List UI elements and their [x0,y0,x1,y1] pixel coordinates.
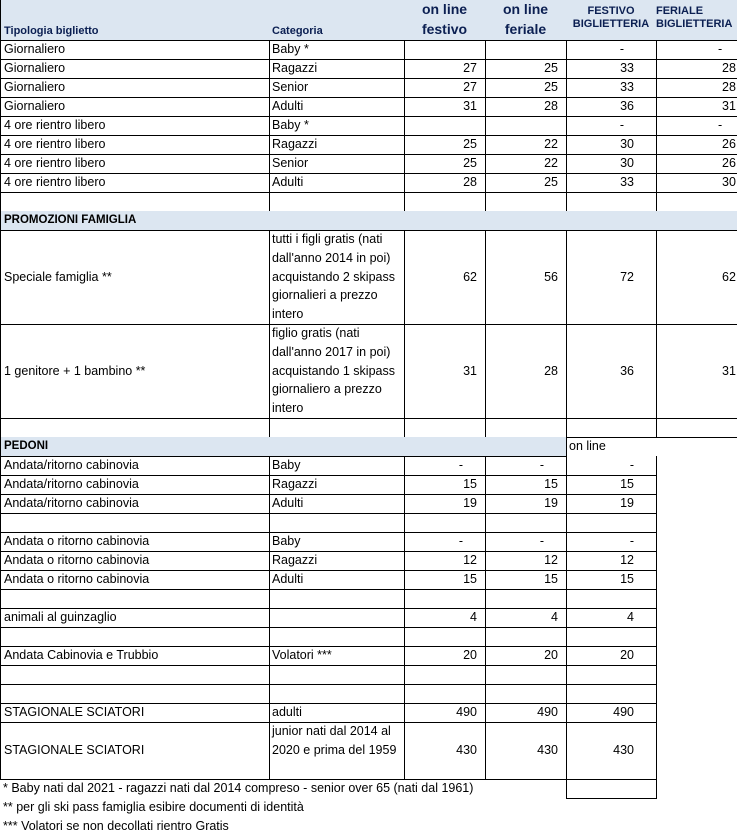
promo-title-cell [485,211,567,231]
price-festivo-biglietteria: 30 [566,135,657,155]
empty-cell [485,192,567,212]
price-festivo-biglietteria: 33 [566,59,657,79]
ticket-type: Giornaliero [0,59,270,79]
promo-festivo-biglietteria: 36 [566,324,657,419]
pedoni-type: Andata o ritorno cabinovia [0,551,270,571]
ticket-type: 4 ore rientro libero [0,116,270,136]
empty-cell [269,513,405,533]
empty-cell [566,779,657,799]
ticket-category: Ragazzi [269,59,405,79]
price-online-feriale: 25 [485,173,567,193]
pedoni-price-c: 15 [566,475,657,495]
price-online-feriale: 22 [485,154,567,174]
empty-cell [485,513,567,533]
empty-cell [269,684,405,704]
price-feriale-biglietteria: 26 [656,154,737,174]
pedoni-price-c: 20 [566,646,657,666]
empty-cell [0,627,270,647]
price-online-festivo: 25 [404,154,486,174]
pedoni-type: Andata/ritorno cabinovia [0,494,270,514]
footnote: *** Volatori se non decollati rientro Gratis [3,819,229,833]
header-feriale-biglietteria-line: FERIALE [656,5,704,17]
empty-cell [566,589,657,609]
pedoni-price-b: 4 [485,608,567,628]
empty-cell [0,589,270,609]
empty-cell [404,513,486,533]
pedoni-type: STAGIONALE SCIATORI [0,703,270,723]
empty-cell [269,627,405,647]
empty-cell [566,513,657,533]
empty-cell [566,665,657,685]
ticket-type: 4 ore rientro libero [0,154,270,174]
promo-online-feriale: 28 [485,324,567,419]
empty-cell [269,192,405,212]
ticket-category: Senior [269,78,405,98]
pedoni-title-cell [485,437,567,457]
price-festivo-biglietteria: - [566,116,657,136]
empty-cell [485,418,567,438]
pedoni-price-c: - [566,532,657,552]
header-feriale-biglietteria [656,0,737,41]
pedoni-type: Andata Cabinovia e Trubbio [0,646,270,666]
empty-cell [269,589,405,609]
price-festivo-biglietteria: 33 [566,78,657,98]
promo-description: figlio gratis (nati dall'anno 2017 in poi) acquistando 1 skipass giornaliero a prezzo intero [269,324,405,419]
pedoni-title-cell [404,437,486,457]
price-online-feriale: 25 [485,59,567,79]
ticket-type: Giornaliero [0,78,270,98]
empty-cell [485,665,567,685]
pedoni-price-a: 15 [404,570,486,590]
empty-cell [404,665,486,685]
price-online-festivo: 28 [404,173,486,193]
pedoni-type: Andata/ritorno cabinovia [0,456,270,476]
pedoni-category: adulti [269,703,405,723]
footnote: ** per gli ski pass famiglia esibire documenti di identità [3,800,304,814]
empty-cell [485,589,567,609]
pedoni-category [269,608,405,628]
pedoni-online-label: on line [569,439,606,453]
pedoni-price-c: 430 [566,722,657,780]
header-online-feriale [485,0,567,41]
pedoni-category: Baby [269,532,405,552]
promo-type: 1 genitore + 1 bambino ** [0,324,270,419]
pedoni-category: junior nati dal 2014 al 2020 e prima del 1959 [269,722,405,780]
price-online-feriale: 25 [485,78,567,98]
header-online-festivo-line: on line [421,1,468,17]
promo-title: PROMOZIONI FAMIGLIA [0,211,270,231]
pedoni-category: Ragazzi [269,551,405,571]
promo-online-festivo: 62 [404,230,486,325]
ticket-category: Baby * [269,40,405,60]
pedoni-title-cell [269,437,405,457]
pedoni-category: Volatori *** [269,646,405,666]
empty-cell [656,418,737,438]
pedoni-type: Andata/ritorno cabinovia [0,475,270,495]
header-online-feriale-line: on line [502,1,549,17]
promo-online-festivo: 31 [404,324,486,419]
price-feriale-biglietteria: 26 [656,135,737,155]
empty-cell [566,684,657,704]
promo-feriale-biglietteria: 62 [656,230,737,325]
empty-cell [485,627,567,647]
price-festivo-biglietteria: - [566,40,657,60]
price-festivo-biglietteria: 36 [566,97,657,117]
empty-cell [404,192,486,212]
pedoni-category: Adulti [269,494,405,514]
promo-online-feriale: 56 [485,230,567,325]
footnote: * Baby nati dal 2021 - ragazzi nati dal 2014 compreso - senior over 65 (nati dal 1961) [3,781,474,795]
pedoni-price-a: 15 [404,475,486,495]
pedoni-price-b: 430 [485,722,567,780]
promo-feriale-biglietteria: 31 [656,324,737,419]
promo-description: tutti i figli gratis (nati dall'anno 2014 in poi) acquistando 2 skipass giornalieri a prezzo intero [269,230,405,325]
empty-cell [269,418,405,438]
pedoni-price-a: - [404,456,486,476]
price-festivo-biglietteria: 30 [566,154,657,174]
pedoni-price-b: - [485,456,567,476]
price-feriale-biglietteria: 28 [656,59,737,79]
promo-festivo-biglietteria: 72 [566,230,657,325]
pedoni-price-c: 490 [566,703,657,723]
pedoni-price-c: 12 [566,551,657,571]
pedoni-price-c: 4 [566,608,657,628]
pedoni-category: Baby [269,456,405,476]
price-online-feriale: 22 [485,135,567,155]
empty-cell [566,418,657,438]
pedoni-price-b: 490 [485,703,567,723]
ticket-category: Adulti [269,173,405,193]
ticket-type: Giornaliero [0,40,270,60]
price-feriale-biglietteria: 31 [656,97,737,117]
pedoni-category: Ragazzi [269,475,405,495]
ticket-category: Adulti [269,97,405,117]
pedoni-price-a: - [404,532,486,552]
pedoni-price-c: 19 [566,494,657,514]
pedoni-price-a: 430 [404,722,486,780]
price-online-festivo: 27 [404,59,486,79]
header-online-festivo [404,0,486,41]
pedoni-price-b: 19 [485,494,567,514]
pedoni-price-a: 19 [404,494,486,514]
empty-cell [404,684,486,704]
price-online-festivo [404,40,486,60]
price-festivo-biglietteria: 33 [566,173,657,193]
header-feriale-biglietteria-line: BIGLIETTERIA [656,18,733,30]
price-feriale-biglietteria: - [656,40,737,60]
price-feriale-biglietteria: 30 [656,173,737,193]
price-online-feriale [485,40,567,60]
pedoni-type: Andata o ritorno cabinovia [0,532,270,552]
empty-cell [566,192,657,212]
pedoni-price-b: 20 [485,646,567,666]
pedoni-price-a: 4 [404,608,486,628]
empty-cell [485,684,567,704]
header-categoria: Categoria [269,0,405,41]
price-online-festivo: 31 [404,97,486,117]
empty-cell [0,665,270,685]
header-festivo-biglietteria-line: BIGLIETTERIA [572,18,650,30]
empty-cell [0,192,270,212]
price-feriale-biglietteria: - [656,116,737,136]
empty-cell [0,684,270,704]
header-festivo-biglietteria-line: FESTIVO [587,5,635,17]
empty-cell [0,418,270,438]
pedoni-price-c: 15 [566,570,657,590]
empty-cell [404,627,486,647]
ticket-category: Senior [269,154,405,174]
header-online-festivo-line: festivo [421,21,468,37]
pedoni-price-b: 15 [485,570,567,590]
pedoni-type: Andata o ritorno cabinovia [0,570,270,590]
empty-cell [566,627,657,647]
ticket-type: Giornaliero [0,97,270,117]
price-online-festivo: 27 [404,78,486,98]
empty-cell [269,665,405,685]
promo-title-cell [656,211,737,231]
price-online-feriale [485,116,567,136]
header-tipologia: Tipologia biglietto [0,0,270,41]
pedoni-price-b: - [485,532,567,552]
empty-cell [404,418,486,438]
ticket-category: Ragazzi [269,135,405,155]
price-online-festivo [404,116,486,136]
promo-type: Speciale famiglia ** [0,230,270,325]
ticket-category: Baby * [269,116,405,136]
price-online-festivo: 25 [404,135,486,155]
empty-cell [404,589,486,609]
pedoni-category: Adulti [269,570,405,590]
pedoni-price-b: 12 [485,551,567,571]
promo-title-cell [566,211,657,231]
empty-cell [656,192,737,212]
pedoni-price-a: 12 [404,551,486,571]
pedoni-type: STAGIONALE SCIATORI [0,722,270,780]
pedoni-price-a: 490 [404,703,486,723]
empty-cell [0,513,270,533]
price-feriale-biglietteria: 28 [656,78,737,98]
pedoni-title: PEDONI [0,437,270,457]
header-online-feriale-line: feriale [504,21,547,37]
promo-title-cell [269,211,405,231]
pedoni-price-c: - [566,456,657,476]
ticket-type: 4 ore rientro libero [0,135,270,155]
pedoni-price-b: 15 [485,475,567,495]
header-festivo-biglietteria [566,0,657,41]
price-online-feriale: 28 [485,97,567,117]
ticket-type: 4 ore rientro libero [0,173,270,193]
promo-title-cell [404,211,486,231]
pedoni-price-a: 20 [404,646,486,666]
pedoni-type: animali al guinzaglio [0,608,270,628]
